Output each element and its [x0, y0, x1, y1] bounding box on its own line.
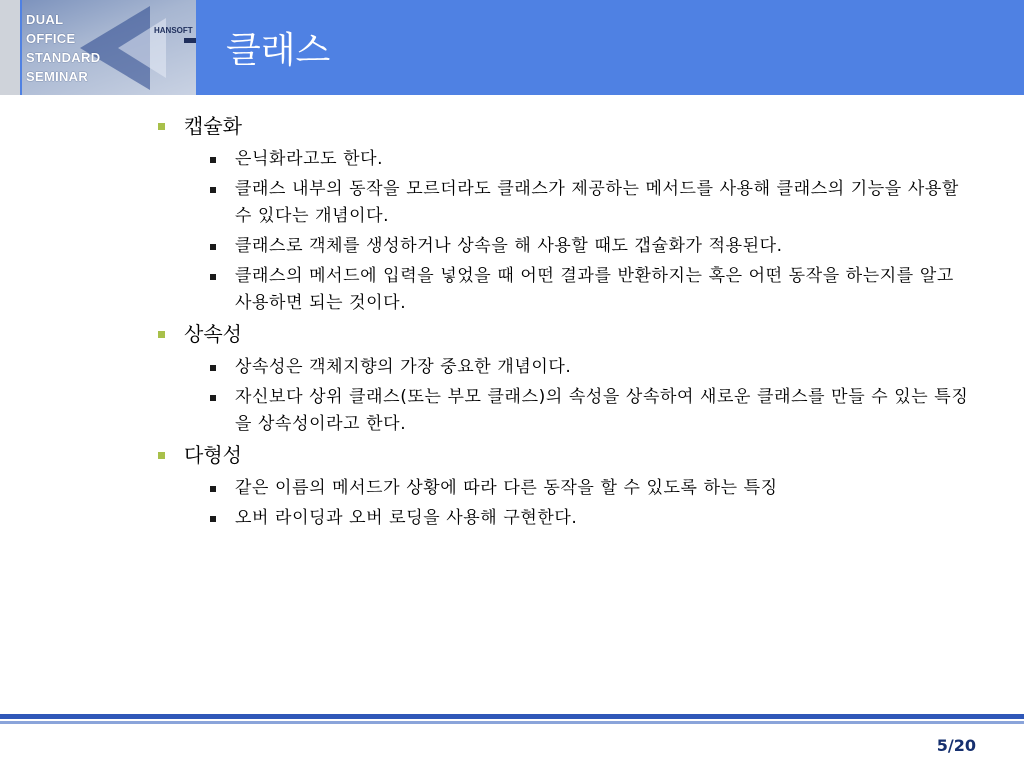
list-item [158, 146, 975, 173]
list-item [158, 505, 975, 532]
brand-logo-text: HANSOFT [154, 26, 193, 35]
slide-title: 클래스 [226, 30, 331, 71]
page-number: 5/20 [936, 736, 976, 755]
square-bullet-icon [210, 274, 216, 280]
square-bullet-icon [158, 452, 165, 459]
logo-line: OFFICE [26, 31, 76, 46]
footer-rule [0, 714, 1024, 719]
section-heading-text: 다형성 [184, 443, 242, 467]
square-bullet-icon [210, 516, 216, 522]
logo-line: DUAL [26, 12, 64, 27]
square-bullet-icon [210, 157, 216, 163]
square-bullet-icon [158, 331, 165, 338]
list-item [158, 475, 975, 502]
square-bullet-icon [210, 187, 216, 193]
square-bullet-icon [158, 123, 165, 130]
section-heading [158, 320, 988, 348]
square-bullet-icon [210, 486, 216, 492]
list-item-text: 클래스의 메서드에 입력을 넣었을 때 어떤 결과를 반환하지는 혹은 어떤 동작을 하는지를 알고 사용하면 되는 것이다. [235, 266, 954, 313]
slide-content [158, 112, 988, 535]
square-bullet-icon [210, 395, 216, 401]
logo-line: STANDARD [26, 50, 101, 65]
square-bullet-icon [210, 244, 216, 250]
logo-text [26, 10, 136, 86]
footer-rule-secondary [0, 721, 1024, 724]
list-item-text: 클래스 내부의 동작을 모르더라도 클래스가 제공하는 메서드를 사용해 클래스의 기능을 사용할 수 있다는 개념이다. [235, 179, 959, 226]
square-bullet-icon [210, 365, 216, 371]
section-heading-text: 캡슐화 [184, 114, 242, 138]
section-heading-text: 상속성 [184, 322, 242, 346]
list-item-text: 같은 이름의 메서드가 상황에 따라 다른 동작을 할 수 있도록 하는 특징 [235, 478, 778, 498]
section-heading [158, 441, 988, 469]
brand-logo-mark [184, 38, 196, 43]
list-item-text: 은닉화라고도 한다. [235, 149, 384, 169]
section-heading [158, 112, 988, 140]
list-item [158, 354, 975, 381]
list-item-text: 클래스로 객체를 생성하거나 상속을 해 사용할 때도 갭슐화가 적용된다. [235, 236, 783, 256]
logo-line: SEMINAR [26, 69, 89, 84]
list-item [158, 233, 975, 260]
list-item-text: 자신보다 상위 클래스(또는 부모 클래스)의 속성을 상속하여 새로운 클래스를 만들 수 있는 특징을 상속성이라고 한다. [235, 387, 969, 434]
list-item [158, 384, 975, 438]
header-left-strip [0, 0, 20, 95]
list-item-text: 오버 라이딩과 오버 로딩을 사용해 구현한다. [235, 508, 578, 528]
list-item [158, 176, 975, 230]
list-item [158, 263, 975, 317]
list-item-text: 상속성은 객체지향의 가장 중요한 개념이다. [235, 357, 572, 377]
logo [22, 0, 196, 95]
